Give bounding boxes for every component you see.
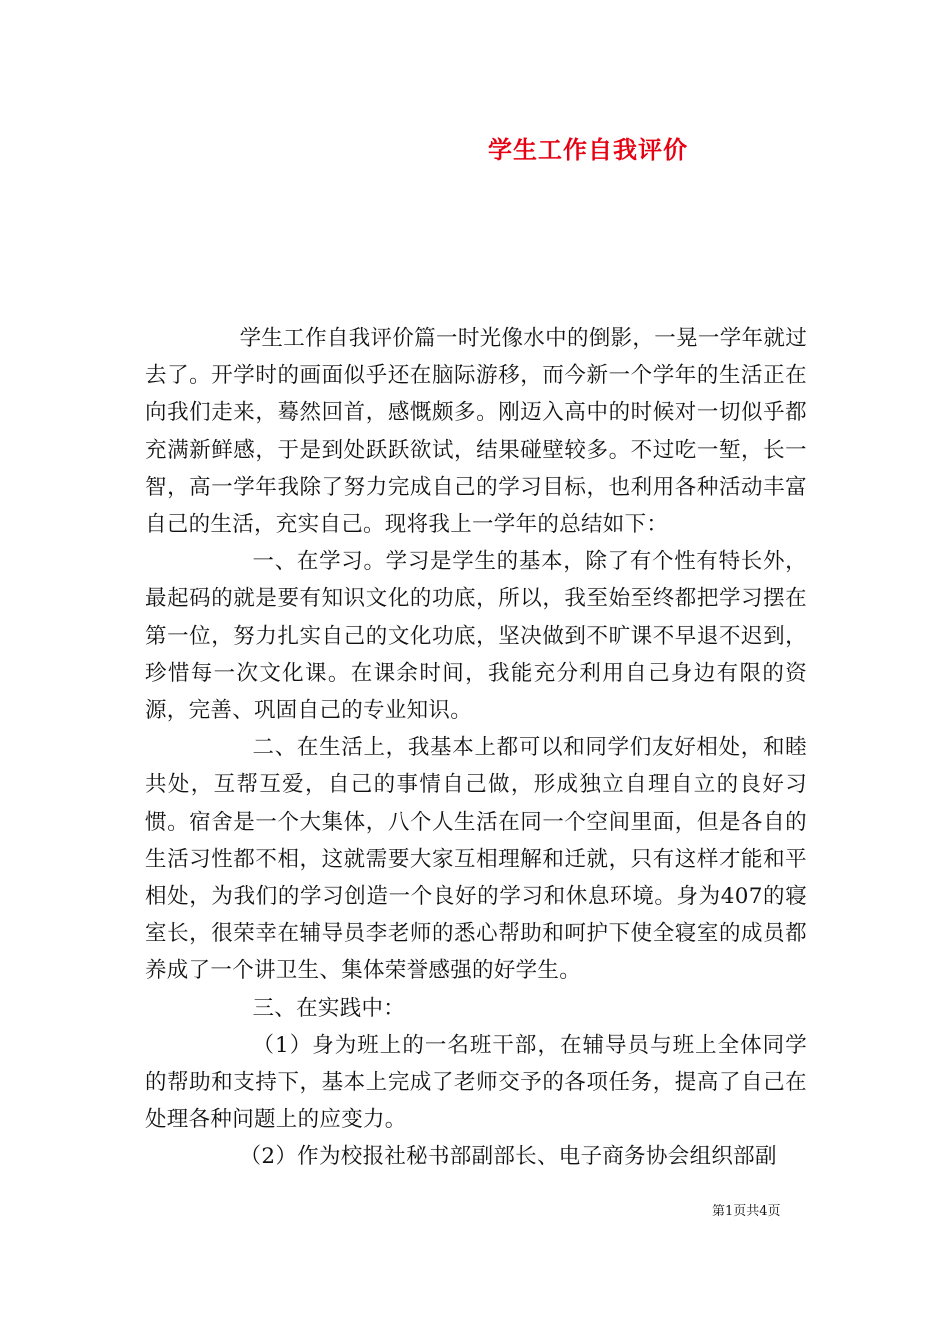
paragraph-practice-1: （1）身为班上的一名班干部，在辅导员与班上全体同学的帮助和支持下，基本上完成了老师交予的各项任务，提高了自己在处理各种问题上的应变力。 [145,1032,807,1133]
paragraph-life: 二、在生活上，我基本上都可以和同学们友好相处，和睦共处，互帮互爱，自己的事情自己做，形成独立自理自立的良好习惯。宿舍是一个大集体，八个人生活在同一个空间里面，但是各自的生活习性都不相，这就需要大家互相理解和迁就，只有这样才能和平相处，为我们的学习创造一个良好的学习和休息环境。身为407的寝室长，很荣幸在辅导员李老师的悉心帮助和呵护下使全寝室的成员都养成了一个讲卫生、集体荣誉感强的好学生。 [145,735,807,984]
paragraph-practice-heading: 三、在实践中： [252,995,406,1021]
paragraph-practice-2: （2）作为校报社秘书部副部长、电子商务协会组织部副 [239,1144,777,1170]
document-body [145,320,807,1176]
paragraph-intro: 学生工作自我评价篇一时光像水中的倒影，一晃一学年就过去了。开学时的画面似乎还在脑际游移，而今新一个学年的生活正在向我们走来，蓦然回首，感慨颇多。刚迈入高中的时候对一切似乎都充满新鲜感，于是到处跃跃欲试，结果碰壁较多。不过吃一堑，长一智，高一学年我除了努力完成自己的学习目标，也利用各种活动丰富自己的生活，充实自己。现将我上一学年的总结如下： [145,326,807,538]
paragraph-study: 一、在学习。学习是学生的基本，除了有个性有特长外，最起码的就是要有知识文化的功底，所以，我至始至终都把学习摆在第一位，努力扎实自己的文化功底，坚决做到不旷课不早退不迟到，珍惜每一次文化课。在课余时间，我能充分利用自己身边有限的资源，完善、巩固自己的专业知识。 [145,549,807,724]
page-footer: 第1页共4页 [712,1204,781,1219]
page-title: 学生工作自我评价 [488,135,688,164]
